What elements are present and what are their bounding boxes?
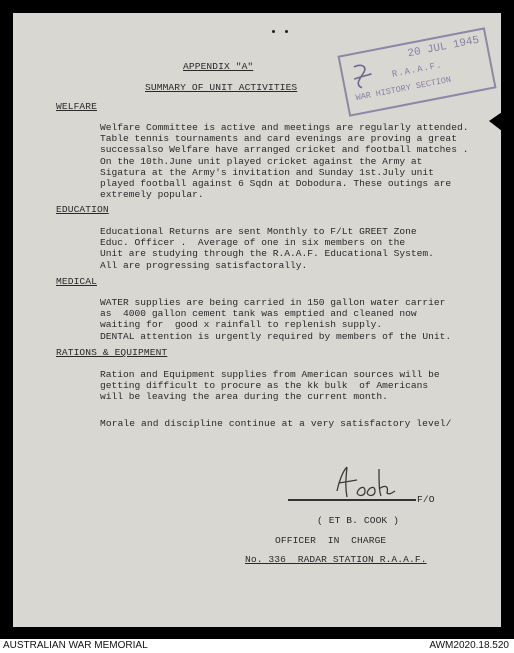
summary-title: SUMMARY OF UNIT ACTIVITIES xyxy=(145,82,298,93)
signature-line xyxy=(288,499,416,501)
footer-bar xyxy=(0,639,514,653)
section-body-medical: WATER supplies are being carried in 150 gallon water carrier as 4000 gallon cement tank was emptied and cleaned now waiting for good x rainfall to replenish supply. DENTAL attention is urgently required by members of the Unit. xyxy=(100,297,452,342)
section-body-welfare: Welfare Committee is active and meetings are regularly attended. Table tennis tournaments and card evenings are proving a great successalso Welfare have arranged cricket and football matches . On the 10th.June unit played cricket against the Army at Sigatura at the Army's invitation and Sunday 1st.July unit played football against 6 Sqdn at Dobodura. These outings are extremely popular. xyxy=(100,122,469,201)
page-tab-marker xyxy=(489,103,501,141)
section-heading-education: EDUCATION xyxy=(56,204,109,215)
signatory-role: OFFICER IN CHARGE xyxy=(275,535,387,546)
footer-right-label: AWM2020.18.520 xyxy=(429,640,509,651)
footer-left-label: AUSTRALIAN WAR MEMORIAL xyxy=(3,640,148,651)
paper-mark xyxy=(272,30,275,33)
stamp-section: WAR HISTORY SECTION xyxy=(354,74,452,104)
section-heading-medical: MEDICAL xyxy=(56,276,98,287)
appendix-title: APPENDIX "A" xyxy=(183,61,254,72)
stamp-date: 20 JUL 1945 xyxy=(406,34,481,61)
section-body-education: Educational Returns are sent Monthly to F/Lt GREET Zone Educ. Officer . Average of one in six members on the Unit are studying through the R.A.A.F. Educational System. All are progressing satisfactorally. xyxy=(100,226,434,271)
war-history-stamp xyxy=(337,27,496,116)
signature-scrawl xyxy=(329,463,399,503)
closing-line: Morale and discipline continue at a very satisfactory level/ xyxy=(100,418,452,429)
stamp-org: R.A.A.F. xyxy=(391,60,444,80)
document-page xyxy=(13,13,501,627)
section-heading-welfare: WELFARE xyxy=(56,101,98,112)
section-heading-rations: RATIONS & EQUIPMENT xyxy=(56,347,168,358)
signature-rank: F/O xyxy=(417,494,435,505)
signatory-unit: No. 336 RADAR STATION R.A.A.F. xyxy=(245,554,427,565)
section-body-rations: Ration and Equipment supplies from American sources will be getting difficult to procure as the kk bulk of Americans will be leaving the area during the current month. xyxy=(100,369,440,403)
signatory-name: ( ET B. COOK ) xyxy=(317,515,400,526)
paper-mark xyxy=(285,30,288,33)
